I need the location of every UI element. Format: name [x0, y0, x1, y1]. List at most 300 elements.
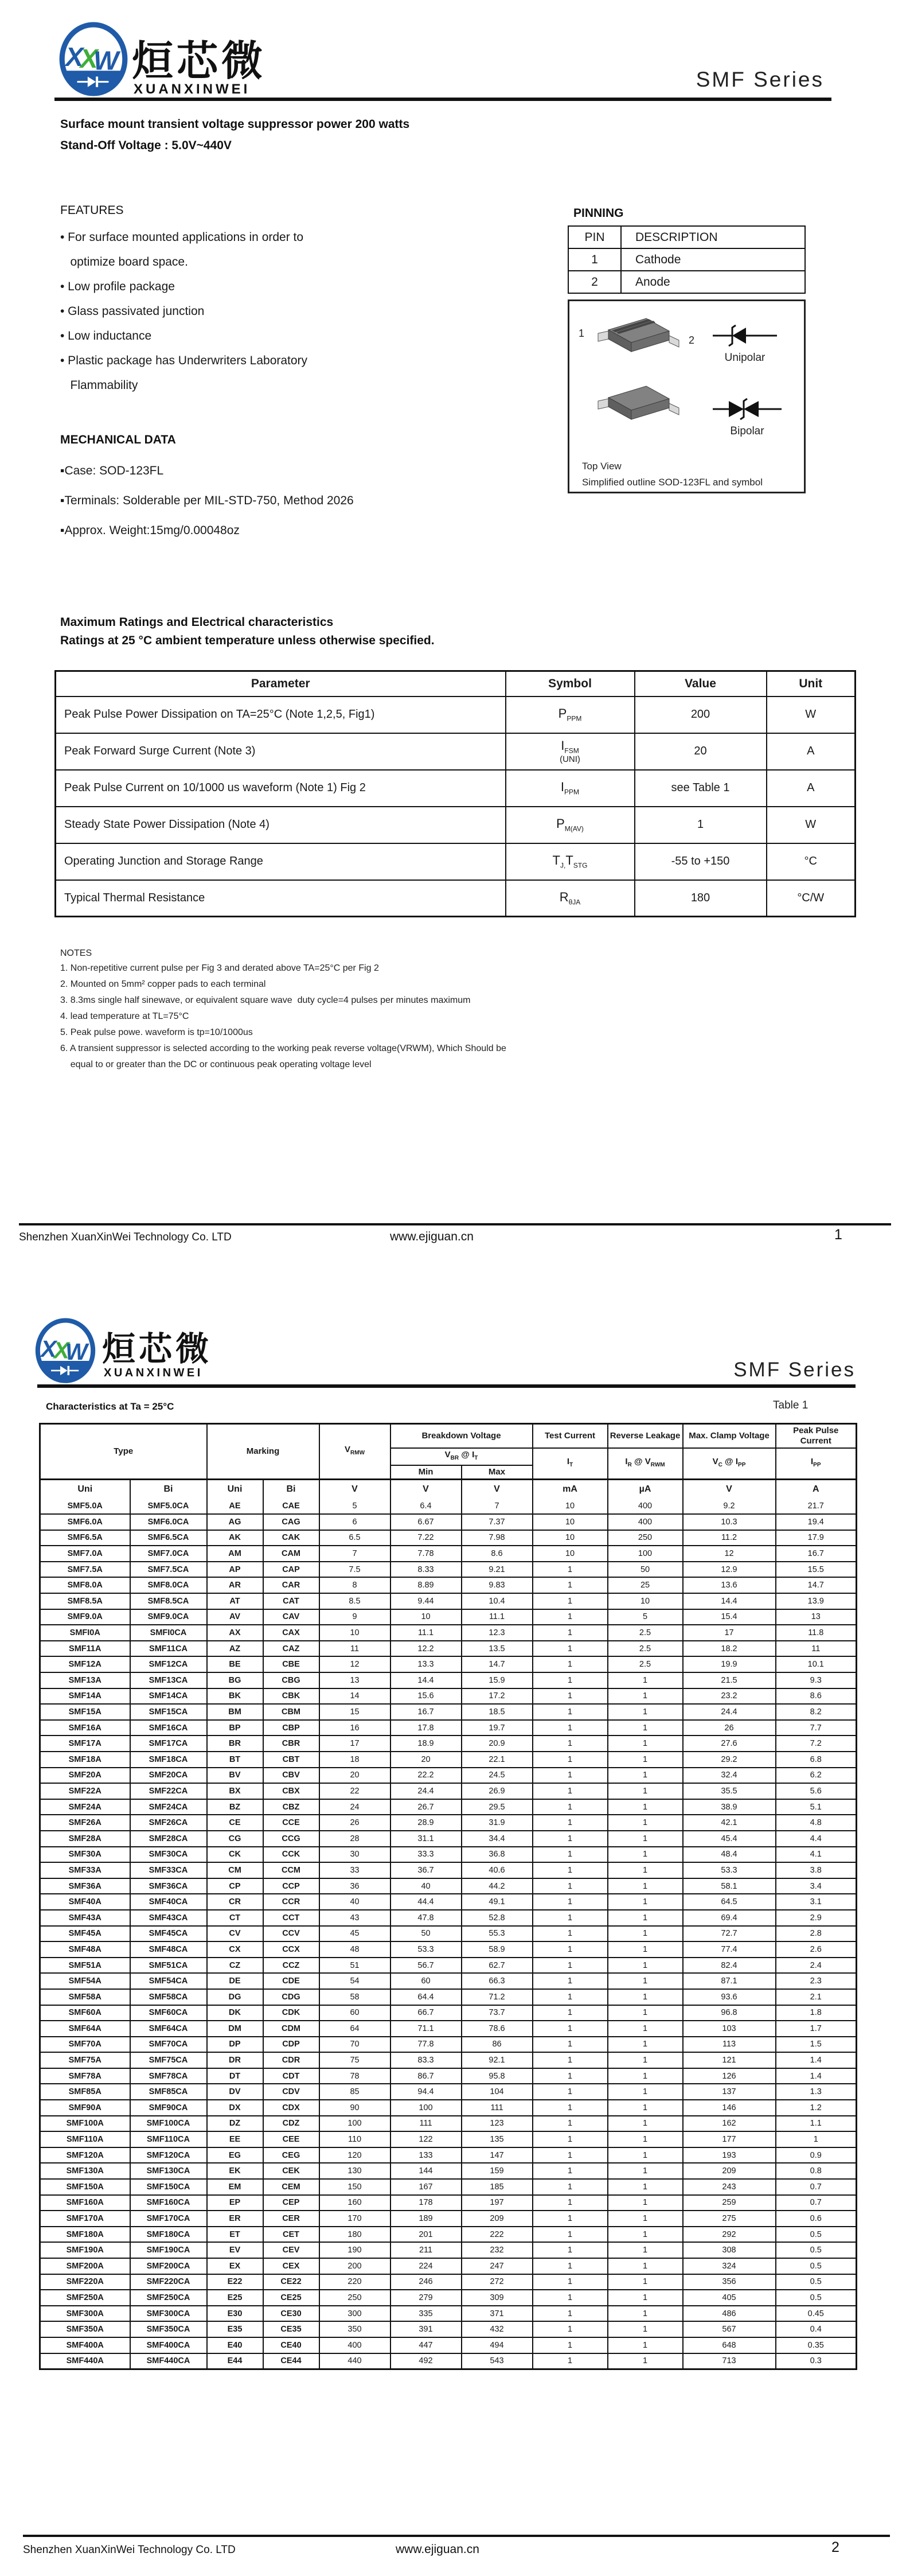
vbr-min-cell: 66.7: [390, 2005, 462, 2021]
ipp-cell: 21.7: [776, 1499, 857, 1515]
vbr-min-cell: 391: [390, 2321, 462, 2337]
vbr-max-cell: 11.1: [462, 1609, 533, 1625]
vbr-max-cell: 36.8: [462, 1847, 533, 1863]
svg-text:W: W: [93, 45, 119, 76]
ratings-unit: °C/W: [767, 880, 856, 917]
type-uni-cell: SMF22A: [40, 1783, 130, 1799]
char-data-row: [40, 1926, 857, 1942]
pinning-table: [568, 225, 806, 294]
type-bi-cell: SMF64CA: [130, 2021, 207, 2037]
vbr-max-cell: 7.98: [462, 1530, 533, 1546]
it-cell: 1: [533, 2242, 608, 2258]
vbr-min-cell: 20: [390, 1752, 462, 1768]
marking-uni-cell: AR: [207, 1577, 263, 1593]
marking-bi-cell: CAG: [263, 1514, 319, 1530]
ratings-parameter: Operating Junction and Storage Range: [56, 843, 506, 880]
ratings-symbol: [506, 843, 635, 880]
marking-bi-cell: CEG: [263, 2147, 319, 2163]
type-bi-cell: SMF160CA: [130, 2195, 207, 2211]
marking-uni-cell: DP: [207, 2037, 263, 2053]
ir-cell: 1: [608, 2321, 683, 2337]
type-bi-cell: SMF13CA: [130, 1672, 207, 1688]
ratings-header-row: [56, 671, 856, 696]
vrmw-cell: 17: [319, 1736, 390, 1752]
vc-cell: 14.4: [683, 1593, 776, 1609]
char-data-row: [40, 1562, 857, 1578]
type-bi-cell: SMF6.5CA: [130, 1530, 207, 1546]
ipp-cell: 10.1: [776, 1656, 857, 1672]
vrmw-cell: 300: [319, 2306, 390, 2322]
ir-cell: 1: [608, 1894, 683, 1910]
vc-cell: 69.4: [683, 1910, 776, 1926]
it-cell: 1: [533, 1609, 608, 1625]
vc-cell: 137: [683, 2084, 776, 2100]
ir-cell: 250: [608, 1530, 683, 1546]
vc-cell: 405: [683, 2290, 776, 2306]
ir-cell: 5: [608, 1609, 683, 1625]
it-cell: 1: [533, 2147, 608, 2163]
ratings-value: -55 to +150: [635, 843, 767, 880]
char-data-row: [40, 2179, 857, 2195]
marking-bi-cell: CDT: [263, 2068, 319, 2084]
marking-uni-cell: E40: [207, 2337, 263, 2353]
char-data-row: [40, 1625, 857, 1641]
marking-bi-cell: CE30: [263, 2306, 319, 2322]
type-bi-cell: SMF18CA: [130, 1752, 207, 1768]
char-header-band1: [40, 1424, 857, 1449]
vbr-max-cell: 209: [462, 2211, 533, 2227]
vrmw-cell: 6.5: [319, 1530, 390, 1546]
marking-bi-cell: CDG: [263, 1989, 319, 2005]
type-uni-cell: SMF75A: [40, 2052, 130, 2068]
ipp-cell: 4.4: [776, 1831, 857, 1847]
marking-uni-cell: DG: [207, 1989, 263, 2005]
marking-uni-cell: DT: [207, 2068, 263, 2084]
vc-cell: 146: [683, 2100, 776, 2116]
footer-website[interactable]: www.ejiguan.cn: [390, 1230, 474, 1243]
vrmw-cell: 12: [319, 1656, 390, 1672]
it-cell: 10: [533, 1546, 608, 1562]
header-rule: [37, 1384, 856, 1388]
marking-bi-cell: CBV: [263, 1768, 319, 1784]
char-data-row: [40, 2242, 857, 2258]
vbr-min-cell: 56.7: [390, 1958, 462, 1974]
char-data-row: [40, 1878, 857, 1894]
type-bi-cell: SMF250CA: [130, 2290, 207, 2306]
type-uni-cell: SMF33A: [40, 1862, 130, 1878]
marking-uni-cell: AV: [207, 1609, 263, 1625]
ipp-cell: 2.4: [776, 1958, 857, 1974]
vrmw-cell: 400: [319, 2337, 390, 2353]
vc-cell: 77.4: [683, 1941, 776, 1958]
ipp-cell: 6.8: [776, 1752, 857, 1768]
ir-cell: 1: [608, 1878, 683, 1894]
vrmw-cell: 8: [319, 1577, 390, 1593]
pin-description: Cathode: [621, 248, 805, 271]
vbr-max-cell: 309: [462, 2290, 533, 2306]
ir-cell: 1: [608, 2242, 683, 2258]
vbr-min-cell: 14.4: [390, 1672, 462, 1688]
type-bi-cell: SMF190CA: [130, 2242, 207, 2258]
vbr-min-cell: 86.7: [390, 2068, 462, 2084]
symbol-sub2: STG: [573, 861, 588, 870]
type-uni-cell: SMF64A: [40, 2021, 130, 2037]
pinning-heading: PINNING: [573, 207, 624, 220]
char-data-row: [40, 1783, 857, 1799]
vc-cell: 45.4: [683, 1831, 776, 1847]
vbr-min-cell: 10: [390, 1609, 462, 1625]
marking-bi-cell: CCX: [263, 1941, 319, 1958]
marking-bi-cell: CBX: [263, 1783, 319, 1799]
char-data-row: [40, 1815, 857, 1831]
symbol-main2: T: [565, 853, 573, 868]
vbr-min-cell: 224: [390, 2258, 462, 2274]
vc-cell: 38.9: [683, 1799, 776, 1815]
type-bi-cell: SMF22CA: [130, 1783, 207, 1799]
it-cell: 1: [533, 1910, 608, 1926]
vc-cell: 324: [683, 2258, 776, 2274]
header-vbr-at-it: $V_{BR}$ @ $I_T$: [390, 1448, 533, 1465]
ipp-cell: 1.1: [776, 2116, 857, 2132]
vrmw-cell: 40: [319, 1894, 390, 1910]
ir-cell: 1: [608, 2021, 683, 2037]
characteristics-table: [39, 1423, 857, 2370]
pin-description: Anode: [621, 271, 805, 293]
vc-cell: 17: [683, 1625, 776, 1641]
vrmw-cell: 10: [319, 1625, 390, 1641]
vrmw-cell: 9: [319, 1609, 390, 1625]
vrmw-cell: 190: [319, 2242, 390, 2258]
type-uni-cell: SMF100A: [40, 2116, 130, 2132]
ratings-value: 180: [635, 880, 767, 917]
logo-oval-icon: [33, 1318, 97, 1384]
vc-cell: 12.9: [683, 1562, 776, 1578]
ipp-cell: 4.1: [776, 1847, 857, 1863]
mechanical-list: [60, 456, 354, 546]
vbr-min-cell: 47.8: [390, 1910, 462, 1926]
marking-bi-cell: CBZ: [263, 1799, 319, 1815]
it-cell: 1: [533, 1641, 608, 1657]
it-cell: 1: [533, 1656, 608, 1672]
it-cell: 1: [533, 1688, 608, 1705]
type-uni-cell: SMF150A: [40, 2179, 130, 2195]
char-data-row: [40, 1656, 857, 1672]
type-bi-cell: SMF350CA: [130, 2321, 207, 2337]
marking-bi-cell: CCT: [263, 1910, 319, 1926]
char-data-row: [40, 2131, 857, 2147]
char-data-row: [40, 1752, 857, 1768]
vrmw-cell: 100: [319, 2116, 390, 2132]
marking-bi-cell: CBK: [263, 1688, 319, 1705]
ir-cell: 10: [608, 1593, 683, 1609]
marking-bi-cell: CCP: [263, 1878, 319, 1894]
vc-cell: 713: [683, 2353, 776, 2369]
it-cell: 1: [533, 2037, 608, 2053]
vc-cell: 113: [683, 2037, 776, 2053]
ipp-cell: 0.9: [776, 2147, 857, 2163]
char-data-row: [40, 2353, 857, 2369]
logo-oval-icon: [57, 22, 130, 98]
svg-text:X: X: [53, 1337, 69, 1364]
ratings-row: [56, 770, 856, 807]
ipp-cell: 16.7: [776, 1546, 857, 1562]
marking-uni-cell: DZ: [207, 2116, 263, 2132]
vc-cell: 19.9: [683, 1656, 776, 1672]
ipp-cell: 0.3: [776, 2353, 857, 2369]
marking-uni-cell: CM: [207, 1862, 263, 1878]
marking-uni-cell: E22: [207, 2274, 263, 2290]
unipolar-label: Unipolar: [724, 352, 766, 364]
ipp-cell: 11: [776, 1641, 857, 1657]
it-cell: 1: [533, 1593, 608, 1609]
ir-cell: 1: [608, 1862, 683, 1878]
marking-uni-cell: AG: [207, 1514, 263, 1530]
vc-cell: 23.2: [683, 1688, 776, 1705]
ratings-table: [54, 670, 856, 917]
header-test-current: Test Current: [533, 1424, 608, 1449]
char-data-row: [40, 2116, 857, 2132]
bipolar-diode-symbol-icon: [713, 396, 782, 422]
ipp-cell: 3.8: [776, 1862, 857, 1878]
symbol-sub: J,: [560, 861, 566, 870]
vbr-max-cell: 86: [462, 2037, 533, 2053]
type-bi-cell: SMF8.5CA: [130, 1593, 207, 1609]
vc-cell: 11.2: [683, 1530, 776, 1546]
ipp-cell: 0.5: [776, 2258, 857, 2274]
type-bi-cell: SMF6.0CA: [130, 1514, 207, 1530]
type-uni-cell: SMF45A: [40, 1926, 130, 1942]
ratings-unit: W: [767, 807, 856, 843]
vrmw-cell: 6: [319, 1514, 390, 1530]
note-line: 6. A transient suppressor is selected according to the working peak reverse voltage(VRWM), Which Should be: [60, 1044, 506, 1053]
symbol-sub: θJA: [568, 898, 581, 906]
header-rule: [54, 98, 831, 101]
unit-cell: Bi: [130, 1480, 207, 1499]
ir-cell: 1: [608, 2037, 683, 2053]
marking-bi-cell: CEX: [263, 2258, 319, 2274]
features-heading: FEATURES: [60, 204, 124, 217]
ratings-symbol: [506, 770, 635, 807]
marking-uni-cell: BG: [207, 1672, 263, 1688]
ir-cell: 1: [608, 2116, 683, 2132]
ratings-title-2: Ratings at 25 °C ambient temperature unless otherwise specified.: [60, 634, 435, 647]
ir-cell: 1: [608, 1831, 683, 1847]
it-cell: 1: [533, 2337, 608, 2353]
vc-cell: 162: [683, 2116, 776, 2132]
package-caption: Simplified outline SOD-123FL and symbol: [582, 477, 763, 488]
vbr-max-cell: 13.5: [462, 1641, 533, 1657]
type-uni-cell: SMF6.5A: [40, 1530, 130, 1546]
symbol-main: T: [552, 853, 560, 868]
ratings-parameter: Peak Forward Surge Current (Note 3): [56, 733, 506, 770]
type-bi-cell: SMF120CA: [130, 2147, 207, 2163]
ir-cell: 1: [608, 2052, 683, 2068]
vrmw-cell: 64: [319, 2021, 390, 2037]
unit-cell: µA: [608, 1480, 683, 1499]
ratings-header-unit: Unit: [767, 671, 856, 696]
it-cell: 1: [533, 2274, 608, 2290]
char-data-row: [40, 1688, 857, 1705]
ir-cell: 1: [608, 2258, 683, 2274]
marking-bi-cell: CDZ: [263, 2116, 319, 2132]
char-data-row: [40, 1530, 857, 1546]
marking-bi-cell: CDK: [263, 2005, 319, 2021]
vbr-max-cell: 9.21: [462, 1562, 533, 1578]
vc-cell: 13.6: [683, 1577, 776, 1593]
unit-cell: mA: [533, 1480, 608, 1499]
ir-cell: 1: [608, 2274, 683, 2290]
it-cell: 1: [533, 2100, 608, 2116]
marking-bi-cell: CAR: [263, 1577, 319, 1593]
ipp-cell: 2.9: [776, 1910, 857, 1926]
marking-bi-cell: CE35: [263, 2321, 319, 2337]
marking-uni-cell: AK: [207, 1530, 263, 1546]
package-bipolar-icon: [589, 380, 681, 438]
vbr-max-cell: 14.7: [462, 1656, 533, 1672]
char-data-row: [40, 1514, 857, 1530]
vrmw-cell: 30: [319, 1847, 390, 1863]
marking-bi-cell: CCK: [263, 1847, 319, 1863]
marking-uni-cell: E25: [207, 2290, 263, 2306]
vrmw-cell: 11: [319, 1641, 390, 1657]
vrmw-cell: 54: [319, 1973, 390, 1989]
type-bi-cell: SMF17CA: [130, 1736, 207, 1752]
vc-cell: 93.6: [683, 1989, 776, 2005]
unit-cell: Uni: [207, 1480, 263, 1499]
ipp-cell: 13.9: [776, 1593, 857, 1609]
svg-text:X: X: [80, 44, 98, 74]
symbol-note: (UNI): [560, 754, 580, 765]
vbr-max-cell: 8.6: [462, 1546, 533, 1562]
marking-bi-cell: CEE: [263, 2131, 319, 2147]
vbr-max-cell: 31.9: [462, 1815, 533, 1831]
type-uni-cell: SMF170A: [40, 2211, 130, 2227]
char-data-row: [40, 2211, 857, 2227]
ir-cell: 1: [608, 2005, 683, 2021]
type-uni-cell: SMF18A: [40, 1752, 130, 1768]
it-cell: 1: [533, 2131, 608, 2147]
type-uni-cell: SMF28A: [40, 1831, 130, 1847]
marking-bi-cell: CEK: [263, 2163, 319, 2179]
brand-english-name: XUANXINWEI: [134, 81, 251, 97]
vbr-max-cell: 78.6: [462, 2021, 533, 2037]
header-peak-pulse-current: Peak Pulse Current: [776, 1424, 857, 1449]
pin-number: 2: [568, 271, 621, 293]
type-uni-cell: SMF9.0A: [40, 1609, 130, 1625]
vrmw-cell: 150: [319, 2179, 390, 2195]
type-uni-cell: SMF400A: [40, 2337, 130, 2353]
marking-bi-cell: CBG: [263, 1672, 319, 1688]
marking-uni-cell: AZ: [207, 1641, 263, 1657]
marking-bi-cell: CCE: [263, 1815, 319, 1831]
vc-cell: 177: [683, 2131, 776, 2147]
vbr-min-cell: 31.1: [390, 1831, 462, 1847]
type-uni-cell: SMF7.5A: [40, 1562, 130, 1578]
vbr-min-cell: 15.6: [390, 1688, 462, 1705]
vc-cell: 103: [683, 2021, 776, 2037]
marking-bi-cell: CAT: [263, 1593, 319, 1609]
vbr-max-cell: 17.2: [462, 1688, 533, 1705]
vbr-min-cell: 492: [390, 2353, 462, 2369]
char-data-row: [40, 1672, 857, 1688]
type-uni-cell: SMF220A: [40, 2274, 130, 2290]
type-bi-cell: SMF60CA: [130, 2005, 207, 2021]
ipp-cell: 2.3: [776, 1973, 857, 1989]
vbr-max-cell: 7.37: [462, 1514, 533, 1530]
vbr-min-cell: 18.9: [390, 1736, 462, 1752]
header-breakdown-voltage: Breakdown Voltage: [390, 1424, 533, 1449]
type-bi-cell: SMF90CA: [130, 2100, 207, 2116]
ratings-parameter: Typical Thermal Resistance: [56, 880, 506, 917]
vbr-min-cell: 44.4: [390, 1894, 462, 1910]
ir-cell: 1: [608, 1847, 683, 1863]
vc-cell: 567: [683, 2321, 776, 2337]
vrmw-cell: 22: [319, 1783, 390, 1799]
vbr-max-cell: 104: [462, 2084, 533, 2100]
ipp-cell: 6.2: [776, 1768, 857, 1784]
ipp-cell: 2.1: [776, 1989, 857, 2005]
char-units-row: [40, 1480, 857, 1499]
ratings-row: [56, 696, 856, 733]
footer-rule: [19, 1223, 891, 1225]
marking-bi-cell: CE40: [263, 2337, 319, 2353]
char-data-row: [40, 1847, 857, 1863]
vc-cell: 10.3: [683, 1514, 776, 1530]
type-uni-cell: SMF20A: [40, 1768, 130, 1784]
type-bi-cell: SMF24CA: [130, 1799, 207, 1815]
type-bi-cell: SMF16CA: [130, 1720, 207, 1736]
vbr-min-cell: 50: [390, 1926, 462, 1942]
ir-cell: 1: [608, 2100, 683, 2116]
ratings-header-value: Value: [635, 671, 767, 696]
ipp-cell: 0.35: [776, 2337, 857, 2353]
notes-block: [60, 947, 506, 1073]
vbr-min-cell: 8.33: [390, 1562, 462, 1578]
notes-heading: NOTES: [60, 948, 92, 958]
ipp-cell: 0.5: [776, 2290, 857, 2306]
vc-cell: 209: [683, 2163, 776, 2179]
it-cell: 1: [533, 1752, 608, 1768]
char-data-row: [40, 2195, 857, 2211]
vrmw-cell: 15: [319, 1704, 390, 1720]
marking-bi-cell: CCG: [263, 1831, 319, 1847]
vrmw-cell: 18: [319, 1752, 390, 1768]
ir-cell: 1: [608, 2131, 683, 2147]
vc-cell: 21.5: [683, 1672, 776, 1688]
vbr-min-cell: 246: [390, 2274, 462, 2290]
footer-website[interactable]: www.ejiguan.cn: [396, 2543, 479, 2556]
marking-bi-cell: CEP: [263, 2195, 319, 2211]
type-uni-cell: SMF85A: [40, 2084, 130, 2100]
it-cell: 1: [533, 1704, 608, 1720]
vbr-max-cell: 92.1: [462, 2052, 533, 2068]
ir-cell: 2.5: [608, 1625, 683, 1641]
vbr-min-cell: 17.8: [390, 1720, 462, 1736]
ir-cell: 1: [608, 1989, 683, 2005]
type-uni-cell: SMF440A: [40, 2353, 130, 2369]
vbr-max-cell: 52.8: [462, 1910, 533, 1926]
feature-item: • Low inductance: [60, 329, 152, 343]
ir-cell: 1: [608, 1688, 683, 1705]
marking-bi-cell: CET: [263, 2227, 319, 2243]
vbr-max-cell: 49.1: [462, 1894, 533, 1910]
char-data-row: [40, 1973, 857, 1989]
it-cell: 1: [533, 1625, 608, 1641]
char-data-row: [40, 2306, 857, 2322]
ipp-cell: 0.5: [776, 2274, 857, 2290]
it-cell: 1: [533, 2005, 608, 2021]
vc-cell: 259: [683, 2195, 776, 2211]
